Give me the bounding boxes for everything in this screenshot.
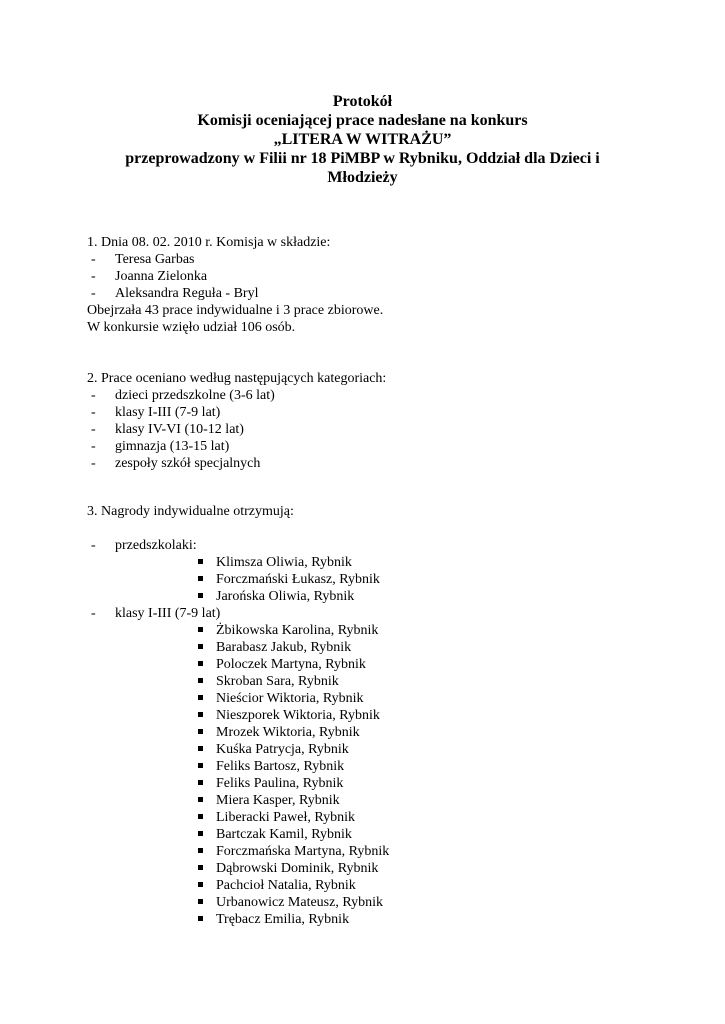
winner-name: Mrozek Wiktoria, Rybnik xyxy=(216,725,360,740)
winner-name: Dąbrowski Dominik, Rybnik xyxy=(216,861,379,876)
member-name: Aleksandra Reguła - Bryl xyxy=(115,286,259,301)
square-bullet-icon xyxy=(198,576,203,581)
winner-name: Kuśka Patrycja, Rybnik xyxy=(216,742,349,757)
section-1-heading: 1. Dnia 08. 02. 2010 r. Komisja w składzie: xyxy=(87,235,331,250)
winner-name: Poloczek Martyna, Rybnik xyxy=(216,657,366,672)
square-bullet-icon xyxy=(198,627,203,632)
title-line-1: Protokół xyxy=(332,93,393,110)
square-bullet-icon xyxy=(198,593,203,598)
winner-name: Nieścior Wiktoria, Rybnik xyxy=(216,691,364,706)
square-bullet-icon xyxy=(198,865,203,870)
square-bullet-icon xyxy=(198,916,203,921)
list-item xyxy=(87,911,350,928)
list-item xyxy=(87,387,386,404)
winner-name: Bartczak Kamil, Rybnik xyxy=(216,827,352,842)
list-item xyxy=(87,826,352,843)
dash-marker: - xyxy=(91,286,96,301)
list-item xyxy=(87,775,344,792)
section-2 xyxy=(87,370,386,472)
group-label: klasy I-III (7-9 lat) xyxy=(115,606,221,621)
winner-name: Pachcioł Natalia, Rybnik xyxy=(216,878,356,893)
member-name: Joanna Zielonka xyxy=(115,269,208,284)
winner-name: Forczmańska Martyna, Rybnik xyxy=(216,844,390,859)
list-item xyxy=(87,741,349,758)
list-item xyxy=(87,860,379,877)
square-bullet-icon xyxy=(198,780,203,785)
dash-marker: - xyxy=(91,405,96,420)
title-line-3: „LITERA W WITRAŻU” xyxy=(273,131,452,148)
section-2-heading: 2. Prace oceniano według następujących kategoriach: xyxy=(87,371,387,386)
section-3 xyxy=(87,503,390,928)
winner-name: Miera Kasper, Rybnik xyxy=(216,793,340,808)
list-item xyxy=(87,588,355,605)
document-title xyxy=(60,92,665,187)
list-item xyxy=(87,622,379,639)
list-item xyxy=(87,843,390,860)
winner-name: Nieszporek Wiktoria, Rybnik xyxy=(216,708,380,723)
winner-name: Żbikowska Karolina, Rybnik xyxy=(216,623,379,638)
list-item xyxy=(87,438,386,455)
category-label: gimnazja (13-15 lat) xyxy=(115,439,230,454)
square-bullet-icon xyxy=(198,797,203,802)
dash-marker: - xyxy=(91,252,96,267)
list-item xyxy=(87,792,340,809)
category-label: dzieci przedszkolne (3-6 lat) xyxy=(115,388,275,403)
title-line-5: Młodzieży xyxy=(327,169,398,186)
list-item xyxy=(87,571,380,588)
square-bullet-icon xyxy=(198,831,203,836)
dash-marker: - xyxy=(91,456,96,471)
dash-marker: - xyxy=(91,269,96,284)
list-item xyxy=(87,404,386,421)
winner-name: Jarońska Oliwia, Rybnik xyxy=(216,589,355,604)
list-item xyxy=(87,690,364,707)
square-bullet-icon xyxy=(198,695,203,700)
list-item xyxy=(87,894,384,911)
list-item xyxy=(87,285,383,302)
dash-marker: - xyxy=(91,606,96,621)
winner-name: Urbanowicz Mateusz, Rybnik xyxy=(216,895,384,910)
winners-list-preschool xyxy=(87,554,380,605)
title-line-4: przeprowadzony w Filii nr 18 PiMBP w Rybniku, Oddział dla Dzieci i xyxy=(125,150,600,167)
title-line-2: Komisji oceniającej prace nadesłane na konkurs xyxy=(197,112,528,129)
group-heading xyxy=(87,537,294,554)
list-item xyxy=(87,251,383,268)
dash-marker: - xyxy=(91,388,96,403)
square-bullet-icon xyxy=(198,678,203,683)
square-bullet-icon xyxy=(198,848,203,853)
square-bullet-icon xyxy=(198,882,203,887)
square-bullet-icon xyxy=(198,899,203,904)
winner-name: Klimsza Oliwia, Rybnik xyxy=(216,555,352,570)
square-bullet-icon xyxy=(198,746,203,751)
square-bullet-icon xyxy=(198,814,203,819)
list-item xyxy=(87,809,356,826)
list-item xyxy=(87,421,386,438)
winners-list-grades-1-3 xyxy=(87,622,390,928)
winner-name: Feliks Paulina, Rybnik xyxy=(216,776,344,791)
winner-name: Forczmański Łukasz, Rybnik xyxy=(216,572,380,587)
category-label: klasy I-III (7-9 lat) xyxy=(115,405,221,420)
participants-summary: W konkursie wzięło udział 106 osób. xyxy=(87,320,296,335)
list-item xyxy=(87,707,380,724)
list-item xyxy=(87,877,356,894)
category-label: zespoły szkół specjalnych xyxy=(115,456,261,471)
category-label: klasy IV-VI (10-12 lat) xyxy=(115,422,244,437)
dash-marker: - xyxy=(91,538,96,553)
winner-name: Liberacki Paweł, Rybnik xyxy=(216,810,356,825)
list-item xyxy=(87,656,366,673)
square-bullet-icon xyxy=(198,661,203,666)
works-summary: Obejrzała 43 prace indywidualne i 3 prace zbiorowe. xyxy=(87,303,384,318)
square-bullet-icon xyxy=(198,644,203,649)
square-bullet-icon xyxy=(198,712,203,717)
group-heading xyxy=(87,605,294,622)
member-name: Teresa Garbas xyxy=(115,252,195,267)
list-item xyxy=(87,268,383,285)
winner-name: Skroban Sara, Rybnik xyxy=(216,674,339,689)
dash-marker: - xyxy=(91,422,96,437)
square-bullet-icon xyxy=(198,763,203,768)
list-item xyxy=(87,639,352,656)
list-item xyxy=(87,673,339,690)
dash-marker: - xyxy=(91,439,96,454)
section-1 xyxy=(87,234,383,336)
list-item xyxy=(87,724,360,741)
square-bullet-icon xyxy=(198,559,203,564)
section-3-heading: 3. Nagrody indywidualne otrzymują: xyxy=(87,504,294,519)
winner-name: Feliks Bartosz, Rybnik xyxy=(216,759,345,774)
list-item xyxy=(87,554,352,571)
group-label: przedszkolaki: xyxy=(115,538,197,553)
square-bullet-icon xyxy=(198,729,203,734)
list-item xyxy=(87,758,345,775)
list-item xyxy=(87,455,386,472)
winner-name: Trębacz Emilia, Rybnik xyxy=(216,912,350,927)
winner-name: Barabasz Jakub, Rybnik xyxy=(216,640,352,655)
